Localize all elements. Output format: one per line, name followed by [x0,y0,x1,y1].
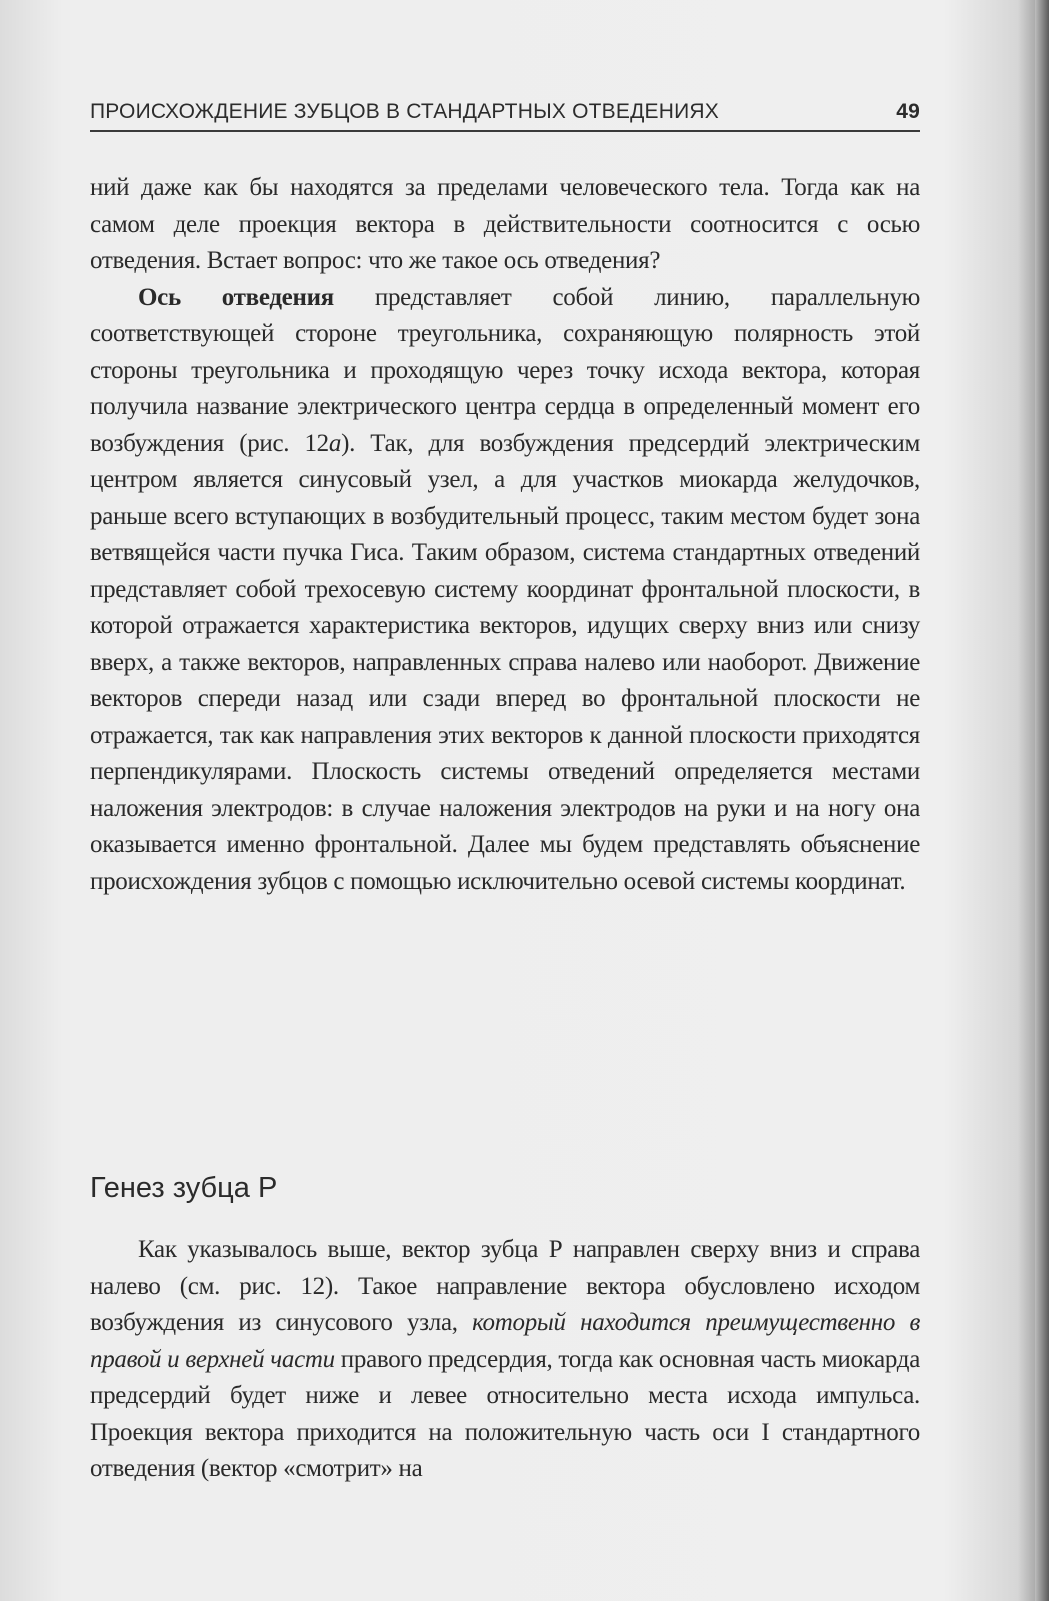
running-header [90,100,920,132]
running-title: ПРОИСХОЖДЕНИЕ ЗУБЦОВ В СТАНДАРТНЫХ ОТВЕДЕНИЯХ [90,100,719,123]
paragraph-2 [90,280,920,901]
paragraph-2-text-b: ). Так, для возбуждения предсердий электрическим центром является синусовый узел, а для участков миокарда желудочков, раньше всего вступающих в возбудительный процесс, таким местом будет зона ветвящейся части пучка Гиса. Таким образом, система стандартных отведений представляет собой трехосевую систему координат фронтальной плоскости, в которой отражается характеристика векторов, идущих сверху вниз или снизу вверх, а также векторов, направленных справа налево или наоборот. Движение векторов спереди назад или сзади вперед во фронтальной плоскости не отражается, так как направления этих векторов к данной плоскости приходятся перпендикулярами. Плоскость системы отведений определяется местами наложения электродов: в случае наложения электродов на руки и на ногу она оказывается именно фронтальной. Далее мы будем представлять объяснение происхождения зубцов с помощью исключительно осевой системы координат. [90,429,921,895]
section-text [90,1232,920,1488]
figure-letter: а [328,429,342,457]
page-number: 49 [896,100,920,123]
paragraph-3 [90,1232,920,1488]
section-heading: Генез зубца Р [90,1172,278,1204]
paragraph-3-text-b: правого предсердия, тогда как основная часть миокарда предсердий будет ниже и левее относительно места исхода импульса. Проекция вектора приходится на положительную часть оси I стандартного отведения (вектор «смотрит» на [90,1345,921,1482]
paragraph-2-text-a: представляет собой линию, параллельную соответствующей стороне треугольника, сохраняющую полярность этой стороны треугольника и проходящую через точку исхода вектора, которая получила название электрического центра сердца в определенный момент его возбуждения (рис. 12 [90,283,920,457]
term-lead-axis: Ось отведения [138,283,334,311]
paragraph-3-italic: который находится преимущественно в правой и верхней части [90,1309,920,1373]
paragraph-3-text-a: Как указывалось выше, вектор зубца Р направлен сверху вниз и справа налево (см. рис. 12). Такое направление вектора обусловлено исходом возбуждения из синусового узла, [90,1236,920,1336]
main-text [90,170,920,900]
paragraph-1: ний даже как бы находятся за пределами человеческого тела. Тогда как на самом деле проекция вектора в действительности соотносится с осью отведения. Встает вопрос: что же такое ось отведения? [90,174,920,274]
page-spine-shadow [1035,0,1049,1601]
